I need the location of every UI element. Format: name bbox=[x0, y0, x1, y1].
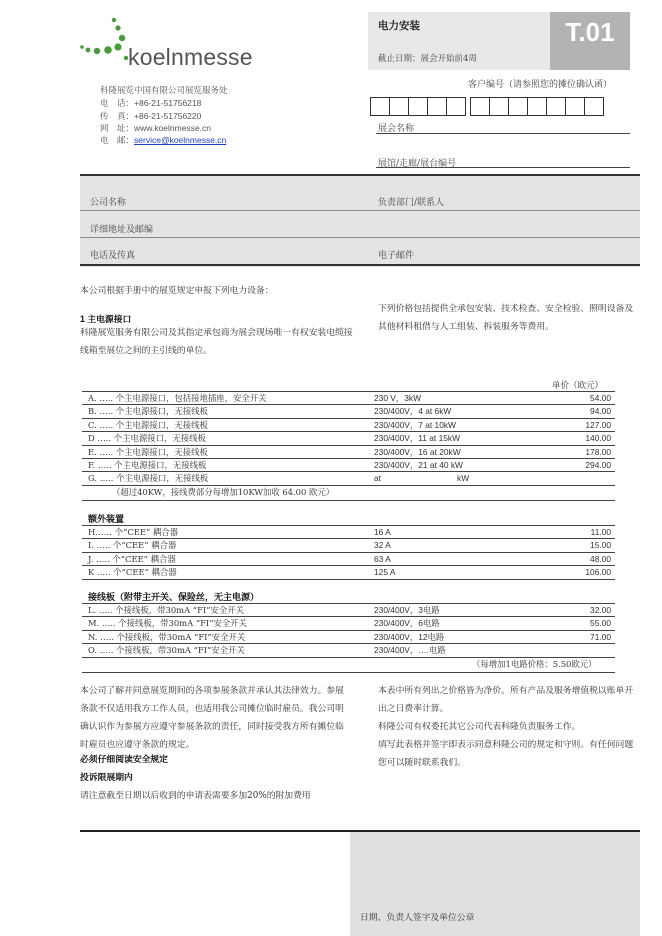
divider bbox=[80, 174, 640, 176]
price-text: 32.00 bbox=[590, 605, 611, 615]
price-text: 140.00 bbox=[585, 433, 611, 444]
email-field[interactable] bbox=[80, 264, 640, 266]
contact-phone: 电 话：+86-21-51756218 bbox=[100, 98, 202, 109]
customer-number-label: 客户编号（请参照您的摊位确认函） bbox=[468, 80, 613, 90]
spec-text: 63 A bbox=[374, 553, 391, 564]
signature-label: 日期、负责人签字及单位公章 bbox=[360, 913, 475, 923]
hall-field[interactable] bbox=[376, 167, 630, 168]
price-note: 下列价格包括提供全承包安装、技术检查、安全检验、照明设备及其他材料租借与人工组装、拆装服务等费用。 bbox=[378, 304, 634, 332]
form-code: T.01 bbox=[550, 12, 630, 70]
address-field[interactable] bbox=[80, 237, 640, 238]
spec-text: 230/400V，21 at 40 kW bbox=[374, 460, 463, 470]
item-text: J. ….. 个“CEE” 耦合器 bbox=[88, 553, 176, 564]
main-power-row[interactable] bbox=[82, 419, 615, 432]
item-text: L. ….. 个接线板，带30mA “FI”安全开关 bbox=[88, 605, 244, 615]
price-text: 15.00 bbox=[590, 540, 611, 551]
item-text: E. ….. 个主电源接口，无接线板 bbox=[88, 446, 208, 457]
price-text: 178.00 bbox=[585, 446, 611, 457]
price-text: 55.00 bbox=[590, 618, 611, 629]
divider bbox=[82, 500, 615, 501]
item-text: K ….. 个“CEE” 耦合器 bbox=[88, 567, 177, 578]
main-power-row[interactable] bbox=[82, 392, 615, 405]
spec-text: 125 A bbox=[374, 567, 396, 578]
main-power-row[interactable] bbox=[82, 432, 615, 445]
circuit-note: （每增加1电路价格：5.50欧元） bbox=[472, 659, 597, 669]
distribution-board-row[interactable] bbox=[82, 644, 615, 657]
deadline: 截止日期：展会开始前4周 bbox=[378, 54, 477, 64]
main-power-row[interactable] bbox=[82, 472, 615, 485]
spec-text: 230/400V，3电路 bbox=[374, 605, 440, 615]
section-main-title: 1 主电源接口 bbox=[80, 314, 132, 324]
item-text: A. ….. 个主电源接口，包括接地插座，安全开关 bbox=[88, 393, 267, 403]
coupler-row[interactable] bbox=[82, 553, 615, 566]
distribution-board-row[interactable] bbox=[82, 631, 615, 644]
net-price-paragraph: 本表中所有列出之价格皆为净价。所有产品及服务增值税以账单开出之日费率计算。 bbox=[378, 686, 634, 714]
spec-text: at bbox=[374, 473, 381, 484]
distribution-board-row[interactable] bbox=[82, 604, 615, 617]
spec-text: 230/400V，12电路 bbox=[374, 631, 445, 642]
address-label: 详细地址及邮编 bbox=[90, 225, 154, 235]
form-title: 电力安装 bbox=[378, 20, 420, 32]
item-text: F. ….. 个主电源接口，无接线板 bbox=[88, 460, 207, 470]
hall-label: 展馆/走廊/展台编号 bbox=[378, 159, 457, 169]
item-text: C. ….. 个主电源接口，无接线板 bbox=[88, 419, 208, 430]
item-text: G. ….. 个主电源接口，无接线板 bbox=[88, 473, 209, 484]
brand-name: koelnmesse bbox=[128, 44, 253, 70]
coupler-row[interactable] bbox=[82, 526, 615, 539]
terms-paragraph: 本公司了解并同意展览期间的各项参展条款并承认其法律效力。参展条款不仅适用我方工作人员，也适用我公司摊位临时雇员。我公司明确认识作为参展方应遵守参展条款的责任，同时接受我方所有摊位临时雇员也应遵守条款的规定。 bbox=[80, 686, 344, 750]
contact-person-label: 负责部门/联系人 bbox=[378, 198, 445, 208]
koelnmesse-logo-icon bbox=[78, 14, 134, 70]
main-power-row[interactable] bbox=[82, 405, 615, 418]
divider bbox=[82, 525, 615, 526]
extra-section-title: 额外装置 bbox=[88, 515, 125, 525]
company-info-band bbox=[80, 174, 640, 267]
spec-text: 230/400V，….电路 bbox=[374, 645, 446, 656]
spec-text: 16 A bbox=[374, 527, 391, 537]
company-name: 科隆展览中国有限公司展览服务处 bbox=[100, 86, 228, 96]
spec-text: 230/400V，7 at 10kW bbox=[374, 419, 456, 430]
complaint-notice: 投诉限展期内 bbox=[80, 773, 133, 783]
spec-text: 230/400V，6电路 bbox=[374, 618, 440, 629]
safety-notice: 必须仔细阅读安全规定 bbox=[80, 755, 168, 765]
contact-fax: 传 真：+86-21-51756220 bbox=[100, 111, 202, 122]
contact-email: 电 邮：service@koelnmesse.cn bbox=[100, 135, 227, 146]
fair-name-label: 展会名称 bbox=[378, 124, 415, 134]
intro-text: 本公司根据手册中的展览规定申报下列电力设备： bbox=[80, 286, 274, 296]
agreement-paragraph: 填写此表格并签字即表示同意科隆公司的规定和守则。有任何问题您可以随时联系我们。 bbox=[378, 740, 634, 768]
section-main-text: 科隆展览服务有限公司及其指定承包商为展会现场唯一有权安装电缆接线箱至展位之间的主引线的单位。 bbox=[80, 328, 353, 356]
delegation-paragraph: 科隆公司有权委托其它公司代表科隆负责服务工作。 bbox=[378, 722, 581, 732]
company-name-label: 公司名称 bbox=[90, 198, 127, 208]
divider bbox=[82, 672, 615, 673]
price-text: 48.00 bbox=[590, 553, 611, 564]
main-power-row[interactable] bbox=[82, 459, 615, 472]
spec-text: 230/400V，4 at 6kW bbox=[374, 406, 452, 417]
spec-unit: kW bbox=[457, 473, 470, 484]
price-text: 11.00 bbox=[590, 527, 611, 537]
late-fee-note: 请注意截至日期以后收到的申请表需要多加20%的附加费用 bbox=[80, 791, 311, 801]
item-text: O. ….. 个接线板，带30mA “FI”安全开关 bbox=[88, 645, 245, 656]
price-text: 294.00 bbox=[585, 460, 611, 470]
item-text: D ….. 个主电源接口，无接线板 bbox=[88, 433, 206, 444]
board-section-title: 接线板（附带主开关、保险丝，无主电源） bbox=[88, 593, 260, 603]
coupler-row[interactable] bbox=[82, 539, 615, 552]
spec-text: 32 A bbox=[374, 540, 391, 551]
phone-fax-label: 电话及传真 bbox=[90, 251, 136, 261]
spec-text: 230 V，3kW bbox=[374, 393, 422, 403]
item-text: I. ….. 个“CEE” 耦合器 bbox=[88, 540, 177, 551]
coupler-row[interactable] bbox=[82, 566, 615, 579]
divider bbox=[82, 603, 615, 604]
price-text: 71.00 bbox=[590, 631, 611, 642]
unit-price-label: 单价（欧元） bbox=[552, 381, 604, 391]
email-label: 电子邮件 bbox=[378, 251, 415, 261]
item-text: N. ….. 个接线板，带30mA “FI”安全开关 bbox=[88, 631, 246, 642]
divider bbox=[82, 391, 615, 392]
main-power-row[interactable] bbox=[82, 446, 615, 459]
spec-text: 230/400V，16 at 20kW bbox=[374, 446, 461, 457]
spec-text: 230/400V，11 at 15kW bbox=[374, 433, 460, 444]
contact-web: 网 址：www.koelnmesse.cn bbox=[100, 123, 212, 134]
over-40kw-note: （超过40KW，接线费部分每增加10KW加收 64.00 欧元） bbox=[112, 487, 335, 497]
price-text: 94.00 bbox=[590, 406, 611, 417]
company-name-field[interactable] bbox=[80, 210, 640, 211]
customer-number-boxes-b[interactable] bbox=[470, 97, 603, 116]
distribution-board-row[interactable] bbox=[82, 617, 615, 630]
price-text: 54.00 bbox=[590, 393, 611, 403]
price-text: 127.00 bbox=[585, 419, 611, 430]
customer-number-boxes-a[interactable] bbox=[370, 97, 465, 116]
item-text: H…… 个“CEE” 耦合器 bbox=[88, 527, 179, 537]
fair-name-field[interactable] bbox=[376, 133, 630, 134]
price-text: 106.00 bbox=[585, 567, 611, 578]
item-text: B. ….. 个主电源接口，无接线板 bbox=[88, 406, 208, 417]
email-link[interactable]: service@koelnmesse.cn bbox=[134, 135, 227, 145]
item-text: M. ….. 个接线板，带30mA “FI”安全开关 bbox=[88, 618, 248, 629]
